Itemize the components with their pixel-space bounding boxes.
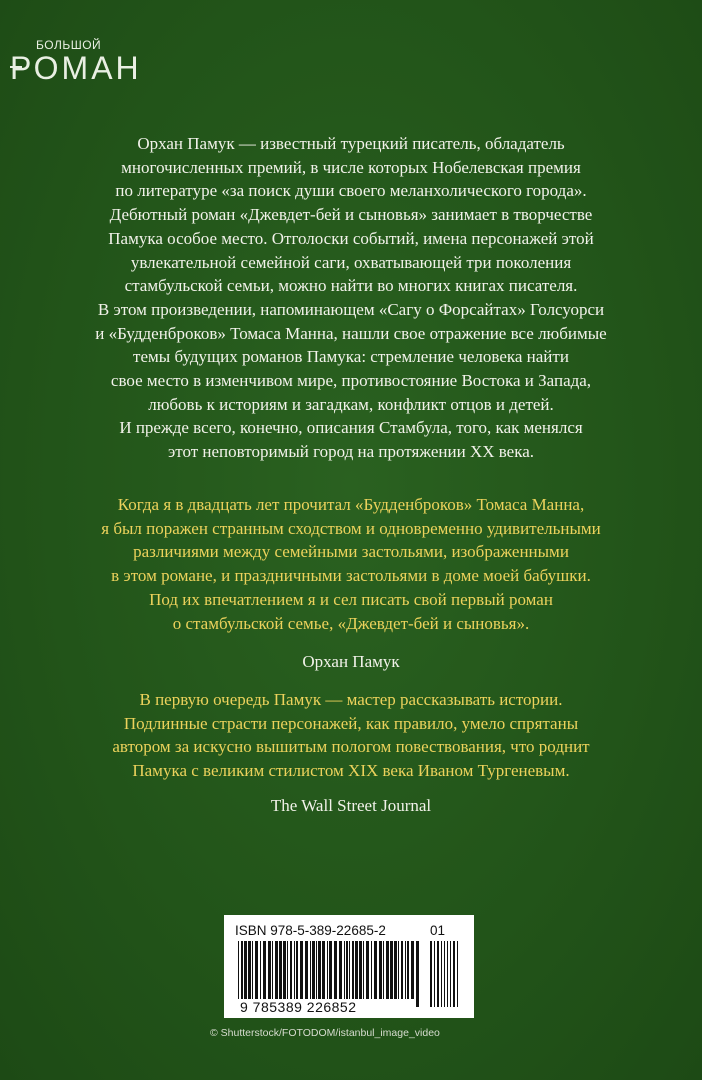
barcode-bar <box>401 941 403 999</box>
barcode-bar <box>416 941 419 1007</box>
addon-bar <box>453 941 455 1007</box>
addon-bar <box>430 941 432 1007</box>
barcode-bar <box>346 941 348 999</box>
series-logo-big: РОМАН <box>10 50 142 86</box>
description-line: любовь к историям и загадкам, конфликт отцов и детей. <box>148 394 554 414</box>
barcode-bar <box>344 941 345 999</box>
barcode-bar <box>374 941 377 999</box>
barcode-bar <box>279 941 282 999</box>
ean-digits: 9 785389 226852 <box>240 999 357 1015</box>
author-quote-line: Когда я в двадцать лет прочитал «Будденброков» Томаса Манна, <box>117 495 585 514</box>
barcode-bar <box>255 941 258 999</box>
description-line: по литературе «за поиск души своего меланхолического города». <box>115 181 587 201</box>
press-quote <box>80 688 622 783</box>
barcode-bar <box>283 941 286 999</box>
barcode-bar <box>296 941 298 999</box>
barcode-bar <box>268 941 271 999</box>
addon-bar <box>450 941 451 1007</box>
barcode-bar <box>248 941 251 999</box>
author-quote-line: различиями между семейными застольями, изображенными <box>133 542 569 562</box>
barcode-bar <box>322 941 325 999</box>
barcode-bar <box>300 941 303 999</box>
barcode-bar <box>312 941 315 999</box>
barcode-bar <box>349 941 350 999</box>
photo-credit: © Shutterstock/FOTODOM/istanbul_image_video <box>210 1027 440 1039</box>
barcode-bar <box>334 941 337 999</box>
barcode-bar <box>316 941 317 999</box>
author-quote-line: Под их впечатлением я и сел писать свой первый роман <box>149 589 553 609</box>
barcode-bar <box>405 941 406 999</box>
description-line: стамбульской семьи, можно найти во многих книгах писателя. <box>124 276 578 296</box>
author-quote <box>80 493 622 635</box>
author-quote-line: я был поражен странным сходством и одновременно удивительными <box>101 518 601 538</box>
description-line: и «Будденброков» Томаса Манна, нашли свое отражение все любимые <box>95 323 607 343</box>
barcode-bar <box>411 941 414 999</box>
barcode-bar <box>244 941 247 999</box>
barcode-bar <box>310 941 311 999</box>
barcode-bar <box>366 941 369 999</box>
barcode-bar <box>327 941 328 1007</box>
barcode-bar <box>371 941 372 999</box>
book-description <box>80 132 622 464</box>
description-line: темы будущих романов Памука: стремление человека найти <box>133 347 569 367</box>
isbn-label: ISBN 978-5-389-22685-2 <box>235 923 386 938</box>
description-line: Орхан Памук — известный турецкий писатель, обладатель <box>137 134 565 153</box>
barcode-bar <box>290 941 292 999</box>
barcode-bar <box>363 941 364 999</box>
barcode-bar <box>263 941 266 999</box>
barcode-bar <box>339 941 342 999</box>
addon-bar <box>447 941 448 1007</box>
barcode <box>224 915 474 1018</box>
barcode-bar <box>398 941 399 999</box>
barcode-bar <box>379 941 382 999</box>
barcode-bar <box>383 941 384 999</box>
description-line: Дебютный роман «Джевдет-бей и сыновья» занимает в творчестве <box>109 205 593 225</box>
barcode-bar <box>407 941 409 999</box>
barcode-bar <box>252 941 253 999</box>
author-quote-line: о стамбульской семье, «Джевдет-бей и сыновья». <box>172 613 530 633</box>
barcode-bar <box>294 941 295 999</box>
barcode-bar <box>394 941 397 999</box>
barcode-bar <box>390 941 393 999</box>
description-line: В этом произведении, напоминающем «Сагу о Форсайтах» Голсуорси <box>97 299 605 319</box>
barcode-bar <box>272 941 273 999</box>
description-line: И прежде всего, конечно, описания Стамбула, того, как менялся <box>119 418 583 438</box>
description-line: свое место в изменчивом мире, противостояние Востока и Запада, <box>110 371 592 391</box>
barcode-bar <box>359 941 362 999</box>
author-attribution: Орхан Памук <box>302 652 400 671</box>
barcode-bar <box>355 941 358 999</box>
barcode-bar <box>238 941 239 1007</box>
description-line: этот неповторимый город на протяжении XX века. <box>167 442 535 462</box>
addon-bar <box>441 941 442 1007</box>
addon-bar <box>457 941 458 1007</box>
barcode-bar <box>305 941 308 999</box>
press-quote-line: автором за искусно вышитым пологом повествования, что роднит <box>112 737 590 757</box>
barcode-bar <box>287 941 288 999</box>
addon-bar <box>434 941 435 1007</box>
description-line: многочисленных премий, в числе которых Нобелевская премия <box>121 157 581 177</box>
barcode-bar <box>260 941 261 999</box>
description-line: Памука особое место. Отголоски событий, имена персонажей этой <box>108 228 594 248</box>
barcode-bar <box>241 941 243 1007</box>
barcode-addon: 01 <box>430 923 446 938</box>
press-quote-line: В первую очередь Памук — мастер рассказывать истории. <box>139 690 563 709</box>
series-logo-small: БОЛЬШОЙ <box>36 38 102 52</box>
author-quote-line: в этом романе, и праздничными застольями в доме моей бабушки. <box>111 566 591 586</box>
press-quote-line: Памука с великим стилистом XIX века Иваном Тургеневым. <box>132 761 570 781</box>
barcode-bar <box>386 941 389 999</box>
press-attribution: The Wall Street Journal <box>270 796 432 815</box>
barcode-bar <box>275 941 278 999</box>
barcode-bar <box>318 941 321 999</box>
press-quote-line: Подлинные страсти персонажей, как правило, умело спрятаны <box>123 713 579 733</box>
description-line: увлекательной семейной саги, охватывающей три поколения <box>130 252 572 272</box>
addon-bar <box>437 941 439 1007</box>
barcode-bar <box>352 941 354 999</box>
barcode-bar <box>329 941 332 1007</box>
addon-bar <box>444 941 445 1007</box>
